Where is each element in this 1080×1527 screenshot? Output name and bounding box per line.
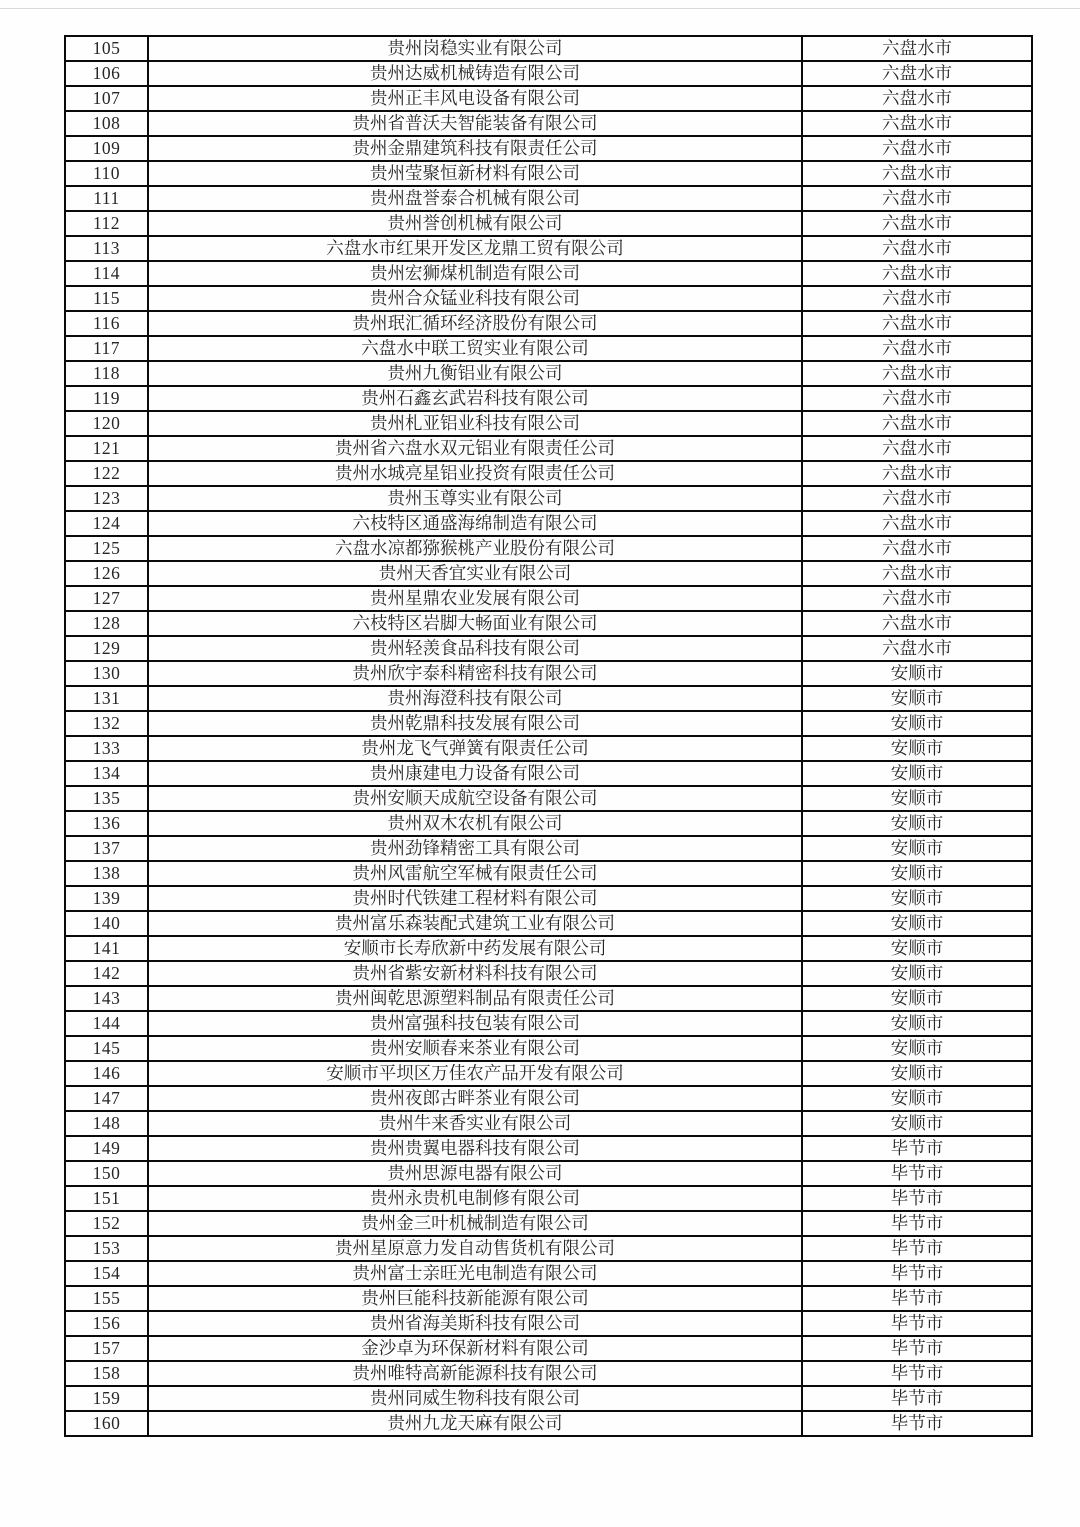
row-number-cell: 142	[65, 961, 148, 986]
company-name-cell: 贵州龙飞气弹簧有限责任公司	[148, 736, 802, 761]
city-cell: 六盘水市	[802, 511, 1032, 536]
city-cell: 安顺市	[802, 686, 1032, 711]
company-name-cell: 贵州乾鼎科技发展有限公司	[148, 711, 802, 736]
city-cell: 安顺市	[802, 736, 1032, 761]
city-cell: 安顺市	[802, 961, 1032, 986]
table-row	[65, 1261, 1032, 1286]
company-name-cell: 贵州合众锰业科技有限公司	[148, 286, 802, 311]
row-number-cell: 143	[65, 986, 148, 1011]
row-number-cell: 156	[65, 1311, 148, 1336]
city-cell: 六盘水市	[802, 386, 1032, 411]
company-name-cell: 金沙卓为环保新材料有限公司	[148, 1336, 802, 1361]
city-cell: 毕节市	[802, 1261, 1032, 1286]
table-row	[65, 1086, 1032, 1111]
company-name-cell: 贵州莹聚恒新材料有限公司	[148, 161, 802, 186]
city-cell: 毕节市	[802, 1286, 1032, 1311]
city-cell: 毕节市	[802, 1236, 1032, 1261]
company-name-cell: 贵州金鼎建筑科技有限责任公司	[148, 136, 802, 161]
table-row	[65, 736, 1032, 761]
table-row	[65, 936, 1032, 961]
city-cell: 六盘水市	[802, 236, 1032, 261]
company-name-cell: 贵州安顺天成航空设备有限公司	[148, 786, 802, 811]
table-row	[65, 411, 1032, 436]
city-cell: 安顺市	[802, 911, 1032, 936]
table-row	[65, 811, 1032, 836]
row-number-cell: 105	[65, 36, 148, 61]
city-cell: 六盘水市	[802, 486, 1032, 511]
row-number-cell: 121	[65, 436, 148, 461]
table-row	[65, 61, 1032, 86]
city-cell: 安顺市	[802, 811, 1032, 836]
company-name-cell: 贵州珉汇循环经济股份有限公司	[148, 311, 802, 336]
row-number-cell: 159	[65, 1386, 148, 1411]
city-cell: 安顺市	[802, 986, 1032, 1011]
row-number-cell: 140	[65, 911, 148, 936]
row-number-cell: 116	[65, 311, 148, 336]
city-cell: 安顺市	[802, 711, 1032, 736]
city-cell: 安顺市	[802, 861, 1032, 886]
city-cell: 毕节市	[802, 1311, 1032, 1336]
city-cell: 安顺市	[802, 1011, 1032, 1036]
table-row	[65, 961, 1032, 986]
table-row	[65, 436, 1032, 461]
table-row	[65, 886, 1032, 911]
row-number-cell: 118	[65, 361, 148, 386]
table-row	[65, 761, 1032, 786]
row-number-cell: 124	[65, 511, 148, 536]
company-name-cell: 贵州永贵机电制修有限公司	[148, 1186, 802, 1211]
city-cell: 安顺市	[802, 786, 1032, 811]
city-cell: 六盘水市	[802, 161, 1032, 186]
city-cell: 六盘水市	[802, 536, 1032, 561]
row-number-cell: 134	[65, 761, 148, 786]
city-cell: 安顺市	[802, 1061, 1032, 1086]
company-name-cell: 贵州盘誉泰合机械有限公司	[148, 186, 802, 211]
row-number-cell: 141	[65, 936, 148, 961]
company-name-cell: 贵州省紫安新材料科技有限公司	[148, 961, 802, 986]
row-number-cell: 112	[65, 211, 148, 236]
company-name-cell: 六枝特区通盛海绵制造有限公司	[148, 511, 802, 536]
city-cell: 六盘水市	[802, 361, 1032, 386]
row-number-cell: 125	[65, 536, 148, 561]
row-number-cell: 144	[65, 1011, 148, 1036]
table-row	[65, 786, 1032, 811]
table-row	[65, 561, 1032, 586]
row-number-cell: 133	[65, 736, 148, 761]
row-number-cell: 107	[65, 86, 148, 111]
company-name-cell: 六盘水凉都猕猴桃产业股份有限公司	[148, 536, 802, 561]
row-number-cell: 153	[65, 1236, 148, 1261]
city-cell: 安顺市	[802, 761, 1032, 786]
table-row	[65, 1386, 1032, 1411]
city-cell: 安顺市	[802, 1036, 1032, 1061]
city-cell: 毕节市	[802, 1161, 1032, 1186]
company-name-cell: 贵州九衡铝业有限公司	[148, 361, 802, 386]
city-cell: 毕节市	[802, 1186, 1032, 1211]
city-cell: 安顺市	[802, 836, 1032, 861]
table-row	[65, 911, 1032, 936]
row-number-cell: 149	[65, 1136, 148, 1161]
table-row	[65, 1186, 1032, 1211]
row-number-cell: 154	[65, 1261, 148, 1286]
row-number-cell: 157	[65, 1336, 148, 1361]
table-row	[65, 1411, 1032, 1436]
table-row	[65, 1211, 1032, 1236]
company-name-cell: 安顺市长寿欣新中药发展有限公司	[148, 936, 802, 961]
city-cell: 毕节市	[802, 1211, 1032, 1236]
city-cell: 安顺市	[802, 1086, 1032, 1111]
city-cell: 六盘水市	[802, 86, 1032, 111]
company-name-cell: 贵州九龙天麻有限公司	[148, 1411, 802, 1436]
company-name-cell: 贵州思源电器有限公司	[148, 1161, 802, 1186]
row-number-cell: 151	[65, 1186, 148, 1211]
table-row	[65, 661, 1032, 686]
table-row	[65, 1136, 1032, 1161]
company-name-cell: 贵州省普沃夫智能装备有限公司	[148, 111, 802, 136]
company-table-body	[65, 36, 1032, 1436]
company-name-cell: 贵州达威机械铸造有限公司	[148, 61, 802, 86]
company-name-cell: 贵州闽乾思源塑料制品有限责任公司	[148, 986, 802, 1011]
table-row	[65, 361, 1032, 386]
table-row	[65, 1336, 1032, 1361]
city-cell: 六盘水市	[802, 311, 1032, 336]
company-name-cell: 贵州时代铁建工程材料有限公司	[148, 886, 802, 911]
company-name-cell: 贵州康建电力设备有限公司	[148, 761, 802, 786]
table-row	[65, 111, 1032, 136]
table-row	[65, 336, 1032, 361]
row-number-cell: 158	[65, 1361, 148, 1386]
row-number-cell: 126	[65, 561, 148, 586]
city-cell: 六盘水市	[802, 211, 1032, 236]
table-row	[65, 861, 1032, 886]
company-name-cell: 六盘水中联工贸实业有限公司	[148, 336, 802, 361]
row-number-cell: 109	[65, 136, 148, 161]
table-row	[65, 711, 1032, 736]
city-cell: 毕节市	[802, 1411, 1032, 1436]
company-name-cell: 贵州欣宇泰科精密科技有限公司	[148, 661, 802, 686]
company-name-cell: 贵州劲锋精密工具有限公司	[148, 836, 802, 861]
city-cell: 六盘水市	[802, 186, 1032, 211]
company-name-cell: 贵州风雷航空军械有限责任公司	[148, 861, 802, 886]
row-number-cell: 110	[65, 161, 148, 186]
row-number-cell: 122	[65, 461, 148, 486]
company-name-cell: 安顺市平坝区万佳农产品开发有限公司	[148, 1061, 802, 1086]
company-name-cell: 贵州金三叶机械制造有限公司	[148, 1211, 802, 1236]
company-name-cell: 贵州岗稳实业有限公司	[148, 36, 802, 61]
company-table	[64, 35, 1033, 1437]
row-number-cell: 119	[65, 386, 148, 411]
table-row	[65, 186, 1032, 211]
company-name-cell: 贵州同威生物科技有限公司	[148, 1386, 802, 1411]
company-name-cell: 贵州唯特高新能源科技有限公司	[148, 1361, 802, 1386]
company-name-cell: 贵州省六盘水双元铝业有限责任公司	[148, 436, 802, 461]
table-row	[65, 986, 1032, 1011]
city-cell: 安顺市	[802, 661, 1032, 686]
company-name-cell: 贵州石鑫玄武岩科技有限公司	[148, 386, 802, 411]
row-number-cell: 160	[65, 1411, 148, 1436]
table-row	[65, 536, 1032, 561]
company-name-cell: 贵州正丰风电设备有限公司	[148, 86, 802, 111]
city-cell: 六盘水市	[802, 561, 1032, 586]
table-row	[65, 586, 1032, 611]
city-cell: 六盘水市	[802, 461, 1032, 486]
row-number-cell: 115	[65, 286, 148, 311]
row-number-cell: 129	[65, 636, 148, 661]
row-number-cell: 138	[65, 861, 148, 886]
row-number-cell: 147	[65, 1086, 148, 1111]
table-row	[65, 286, 1032, 311]
table-row	[65, 1061, 1032, 1086]
company-name-cell: 贵州星原意力发自动售货机有限公司	[148, 1236, 802, 1261]
city-cell: 六盘水市	[802, 436, 1032, 461]
company-name-cell: 贵州双木农机有限公司	[148, 811, 802, 836]
row-number-cell: 148	[65, 1111, 148, 1136]
city-cell: 安顺市	[802, 1111, 1032, 1136]
table-row	[65, 1361, 1032, 1386]
company-name-cell: 贵州誉创机械有限公司	[148, 211, 802, 236]
table-row	[65, 1286, 1032, 1311]
city-cell: 六盘水市	[802, 36, 1032, 61]
table-row	[65, 1036, 1032, 1061]
row-number-cell: 130	[65, 661, 148, 686]
row-number-cell: 113	[65, 236, 148, 261]
company-name-cell: 贵州贵翼电器科技有限公司	[148, 1136, 802, 1161]
table-row	[65, 386, 1032, 411]
table-row	[65, 1111, 1032, 1136]
company-name-cell: 贵州札亚铝业科技有限公司	[148, 411, 802, 436]
company-name-cell: 贵州富乐森装配式建筑工业有限公司	[148, 911, 802, 936]
table-row	[65, 1236, 1032, 1261]
table-row	[65, 836, 1032, 861]
row-number-cell: 150	[65, 1161, 148, 1186]
row-number-cell: 120	[65, 411, 148, 436]
row-number-cell: 137	[65, 836, 148, 861]
row-number-cell: 117	[65, 336, 148, 361]
city-cell: 毕节市	[802, 1361, 1032, 1386]
city-cell: 毕节市	[802, 1336, 1032, 1361]
table-row	[65, 161, 1032, 186]
row-number-cell: 132	[65, 711, 148, 736]
table-row	[65, 86, 1032, 111]
table-row	[65, 1161, 1032, 1186]
row-number-cell: 145	[65, 1036, 148, 1061]
company-name-cell: 贵州水城亮星铝业投资有限责任公司	[148, 461, 802, 486]
row-number-cell: 111	[65, 186, 148, 211]
company-name-cell: 贵州轻羡食品科技有限公司	[148, 636, 802, 661]
city-cell: 六盘水市	[802, 336, 1032, 361]
table-row	[65, 136, 1032, 161]
city-cell: 六盘水市	[802, 286, 1032, 311]
table-row	[65, 511, 1032, 536]
city-cell: 安顺市	[802, 886, 1032, 911]
company-name-cell: 六枝特区岩脚大畅面业有限公司	[148, 611, 802, 636]
row-number-cell: 127	[65, 586, 148, 611]
table-row	[65, 636, 1032, 661]
city-cell: 毕节市	[802, 1386, 1032, 1411]
row-number-cell: 108	[65, 111, 148, 136]
company-name-cell: 贵州安顺春来茶业有限公司	[148, 1036, 802, 1061]
page-top-rule	[0, 8, 1080, 9]
row-number-cell: 139	[65, 886, 148, 911]
company-name-cell: 贵州宏狮煤机制造有限公司	[148, 261, 802, 286]
table-row	[65, 1011, 1032, 1036]
city-cell: 六盘水市	[802, 586, 1032, 611]
row-number-cell: 123	[65, 486, 148, 511]
company-name-cell: 贵州富强科技包装有限公司	[148, 1011, 802, 1036]
row-number-cell: 136	[65, 811, 148, 836]
city-cell: 六盘水市	[802, 61, 1032, 86]
row-number-cell: 131	[65, 686, 148, 711]
city-cell: 六盘水市	[802, 136, 1032, 161]
company-name-cell: 贵州星鼎农业发展有限公司	[148, 586, 802, 611]
table-row	[65, 211, 1032, 236]
city-cell: 毕节市	[802, 1136, 1032, 1161]
row-number-cell: 128	[65, 611, 148, 636]
company-name-cell: 贵州夜郎古畔茶业有限公司	[148, 1086, 802, 1111]
table-row	[65, 486, 1032, 511]
table-row	[65, 311, 1032, 336]
row-number-cell: 106	[65, 61, 148, 86]
table-row	[65, 461, 1032, 486]
company-name-cell: 贵州玉尊实业有限公司	[148, 486, 802, 511]
city-cell: 六盘水市	[802, 636, 1032, 661]
city-cell: 六盘水市	[802, 411, 1032, 436]
table-row	[65, 261, 1032, 286]
company-name-cell: 六盘水市红果开发区龙鼎工贸有限公司	[148, 236, 802, 261]
company-name-cell: 贵州富士亲旺光电制造有限公司	[148, 1261, 802, 1286]
row-number-cell: 155	[65, 1286, 148, 1311]
city-cell: 六盘水市	[802, 111, 1032, 136]
city-cell: 六盘水市	[802, 261, 1032, 286]
row-number-cell: 146	[65, 1061, 148, 1086]
city-cell: 六盘水市	[802, 611, 1032, 636]
company-name-cell: 贵州天香宜实业有限公司	[148, 561, 802, 586]
table-row	[65, 686, 1032, 711]
row-number-cell: 135	[65, 786, 148, 811]
company-name-cell: 贵州牛来香实业有限公司	[148, 1111, 802, 1136]
company-name-cell: 贵州省海美斯科技有限公司	[148, 1311, 802, 1336]
table-row	[65, 1311, 1032, 1336]
table-row	[65, 236, 1032, 261]
row-number-cell: 152	[65, 1211, 148, 1236]
row-number-cell: 114	[65, 261, 148, 286]
table-row	[65, 36, 1032, 61]
company-name-cell: 贵州巨能科技新能源有限公司	[148, 1286, 802, 1311]
city-cell: 安顺市	[802, 936, 1032, 961]
company-name-cell: 贵州海澄科技有限公司	[148, 686, 802, 711]
table-row	[65, 611, 1032, 636]
